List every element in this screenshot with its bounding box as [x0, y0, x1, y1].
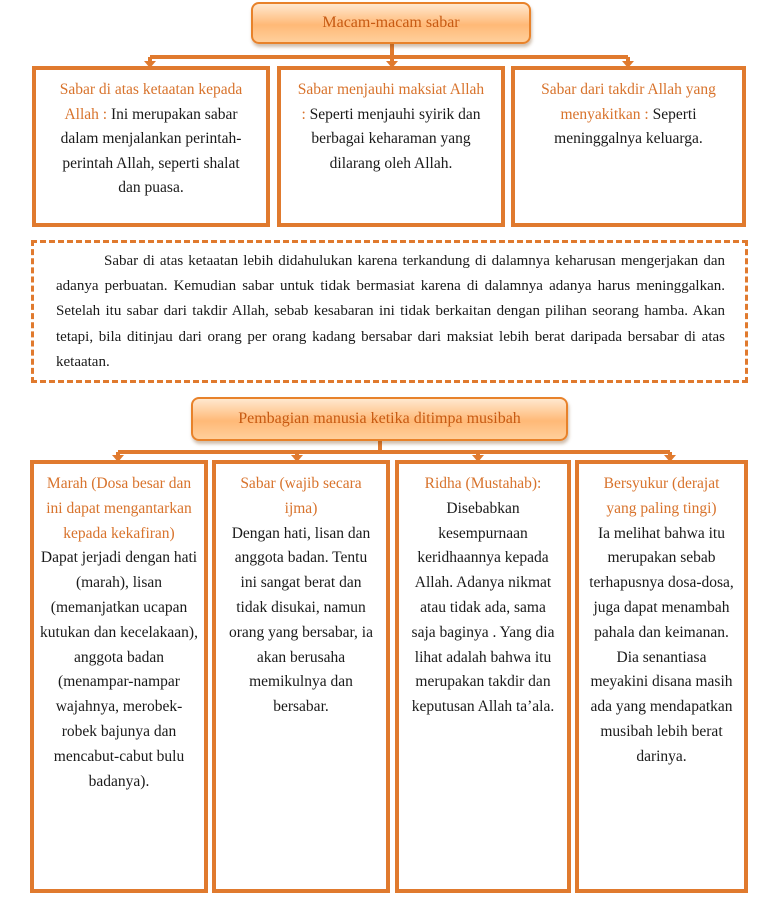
box-heading: Bersyukur (derajat yang paling tingi)	[603, 475, 720, 517]
ridha-box	[395, 460, 571, 893]
box-heading: Ridha (Mustahab):	[424, 475, 542, 492]
sabar-takdir-box	[511, 66, 746, 227]
box-heading: Sabar di atas ketaatan kepada Allah :	[59, 81, 243, 123]
box-text: Dapat jerjadi dengan hati (marah), lisan (memanjatkan ucapan kutukan dan kecelakaan), anggota badan (menampar-nampar wajahnya, merobek-robek bajunya dan mencabut-cabut bulu badanya).	[40, 549, 198, 790]
sabar-ketaatan-box	[32, 66, 270, 227]
box-heading: Sabar menjauhi maksiat Allah :	[297, 81, 485, 123]
pembagian-manusia-title: Pembagian manusia ketika ditimpa musibah	[191, 397, 568, 441]
sabar-maksiat-box	[277, 66, 505, 227]
box-text: Disebabkan kesempurnaan keridhaannya kepada Allah. Adanya nikmat atau tidak ada, sama saja baginya . Yang dia lihat adalah bahwa itu merupakan takdir dan keputusan Allah ta’ala.	[411, 499, 555, 716]
box-text: Seperti menjauhi syirik dan berbagai keharaman yang dilarang oleh Allah.	[305, 105, 481, 172]
box-text: Seperti meninggalnya keluarga.	[554, 105, 703, 147]
macam-sabar-title: Macam-macam sabar	[251, 2, 531, 44]
box-heading: Marah (Dosa besar dan ini dapat mengantarkan kepada kekafiran)	[46, 475, 192, 542]
box-heading: Sabar dari takdir Allah yang menyakitkan :	[541, 81, 716, 123]
explanation-paragraph-box	[31, 240, 748, 383]
box-text: Dengan hati, lisan dan anggota badan. Tentu ini sangat berat dan tidak disukai, namun orang yang bersabar, ia akan berusaha memikulnya dan bersabar.	[229, 524, 373, 716]
explanation-text: Sabar di atas ketaatan lebih didahulukan karena terkandung di dalamnya keharusan mengerjakan dan adanya perbuatan. Kemudian sabar untuk tidak bermasiat karena di dalamnya adanya harus meninggalkan. Setelah itu sabar dari takdir Allah, sebab kesabaran ini tidak berkaitan dengan pilihan seorang hamba. Akan tetapi, bila ditinjau dari orang per orang kadang bersabar dari maksiat lebih berat daripada bersabar di atas ketaatan.	[56, 253, 725, 370]
box-text: Ini merupakan sabar dalam menjalankan perintah-perintah Allah, seperti shalat dan puasa.	[60, 105, 242, 196]
sabar-box	[212, 460, 390, 893]
box-text: Ia melihat bahwa itu merupakan sebab terhapusnya dosa-dosa, juga dapat menambah pahala dan keimanan. Dia senantiasa meyakini disana masih ada yang mendapatkan musibah lebih berat darinya.	[589, 524, 734, 765]
bersyukur-box	[575, 460, 748, 893]
marah-box	[30, 460, 208, 893]
box-heading: Sabar (wajib secara ijma)	[240, 475, 362, 517]
